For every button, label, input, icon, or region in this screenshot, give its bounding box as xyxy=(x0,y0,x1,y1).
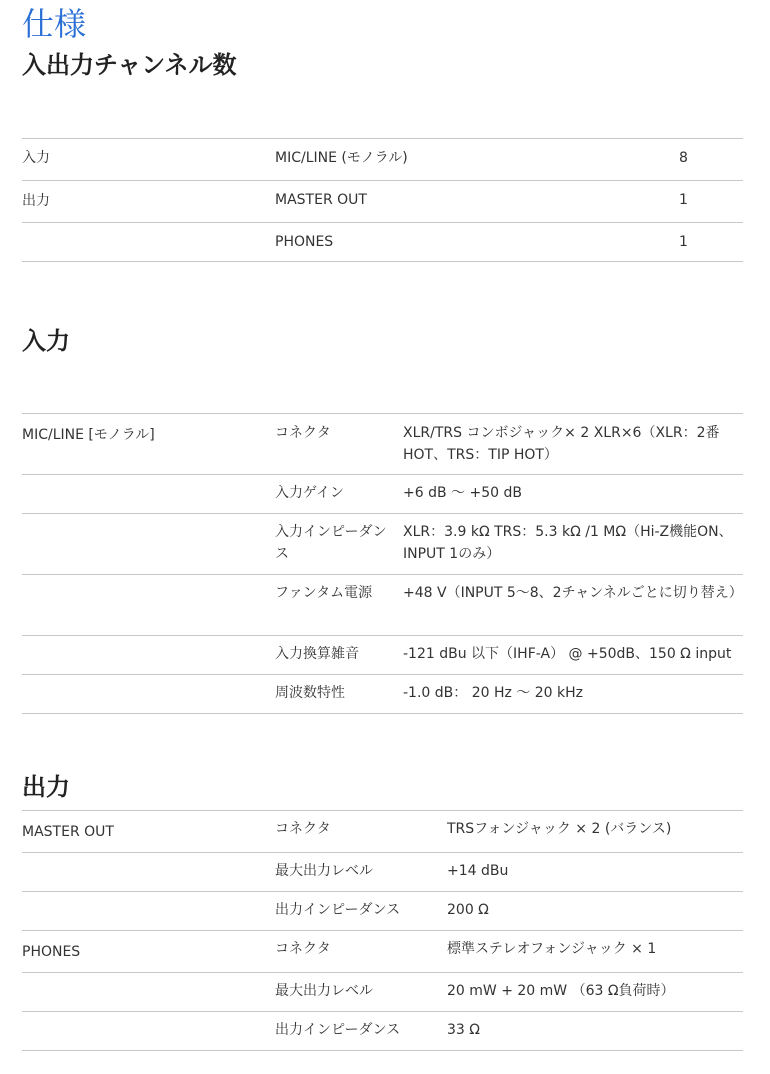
table-divider xyxy=(22,261,743,262)
row-value: 200 Ω xyxy=(447,902,489,918)
row-count: 1 xyxy=(679,192,688,208)
row-value: XLR：3.9 kΩ TRS：5.3 kΩ /1 MΩ（Hi-Z機能ON、INPUT 1のみ） xyxy=(403,524,733,562)
row-item: PHONES xyxy=(275,234,334,250)
table-divider xyxy=(22,972,743,973)
table-divider xyxy=(22,222,743,223)
row-value: TRSフォンジャック × 2 (バランス) xyxy=(447,821,672,837)
table-divider xyxy=(22,713,743,714)
row-item: 入力ゲイン xyxy=(275,485,345,501)
row-item: コネクタ xyxy=(275,821,331,837)
row-value: +6 dB ～ +50 dB xyxy=(403,485,522,501)
row-item: MIC/LINE (モノラル) xyxy=(275,150,408,166)
table-divider xyxy=(22,674,743,675)
row-value: 33 Ω xyxy=(447,1022,480,1038)
section-title-input: 入力 xyxy=(22,327,70,355)
row-value: +48 V（INPUT 5〜8、2チャンネルごとに切り替え） xyxy=(403,585,743,601)
row-value: 標準ステレオフォンジャック × 1 xyxy=(447,941,657,957)
table-divider xyxy=(22,474,743,475)
row-item: ファンタム電源 xyxy=(275,585,373,601)
row-item: コネクタ xyxy=(275,941,331,957)
row-count: 1 xyxy=(679,234,688,250)
row-value: XLR/TRS コンボジャック× 2 XLR×6（XLR：2番HOT、TRS：TIP HOT） xyxy=(403,425,720,463)
section-title-output: 出力 xyxy=(22,773,70,801)
table-divider xyxy=(22,891,743,892)
table-divider xyxy=(22,138,743,139)
row-item: MASTER OUT xyxy=(275,192,367,208)
row-category: 入力 xyxy=(22,150,50,166)
row-item: コネクタ xyxy=(275,425,331,441)
page-title: 仕様 xyxy=(22,5,87,43)
row-item: 入力換算雑音 xyxy=(275,646,359,662)
table-divider xyxy=(22,180,743,181)
row-category: 出力 xyxy=(22,193,50,209)
row-item: 出力インピーダンス xyxy=(275,1022,401,1038)
row-item: 最大出力レベル xyxy=(275,983,373,999)
row-item: 入力インピーダンス xyxy=(275,524,387,562)
table-divider xyxy=(22,930,743,931)
table-divider xyxy=(22,1050,743,1051)
table-divider xyxy=(22,574,743,575)
row-category: MIC/LINE [モノラル] xyxy=(22,427,155,443)
row-value: -121 dBu 以下（IHF-A） @ +50dB、150 Ω input xyxy=(403,646,732,662)
row-category: PHONES xyxy=(22,944,81,960)
table-divider xyxy=(22,1011,743,1012)
row-item: 最大出力レベル xyxy=(275,863,373,879)
table-divider xyxy=(22,513,743,514)
row-value: -1.0 dB： 20 Hz ～ 20 kHz xyxy=(403,685,583,701)
row-value: 20 mW + 20 mW （63 Ω負荷時） xyxy=(447,983,675,999)
row-item: 周波数特性 xyxy=(275,685,345,701)
row-value: +14 dBu xyxy=(447,863,509,879)
table-divider xyxy=(22,852,743,853)
table-divider xyxy=(22,810,743,811)
section-title-channels: 入出力チャンネル数 xyxy=(22,51,237,79)
table-divider xyxy=(22,635,743,636)
row-item: 出力インピーダンス xyxy=(275,902,401,918)
row-count: 8 xyxy=(679,150,688,166)
row-category: MASTER OUT xyxy=(22,824,114,840)
table-divider xyxy=(22,413,743,414)
